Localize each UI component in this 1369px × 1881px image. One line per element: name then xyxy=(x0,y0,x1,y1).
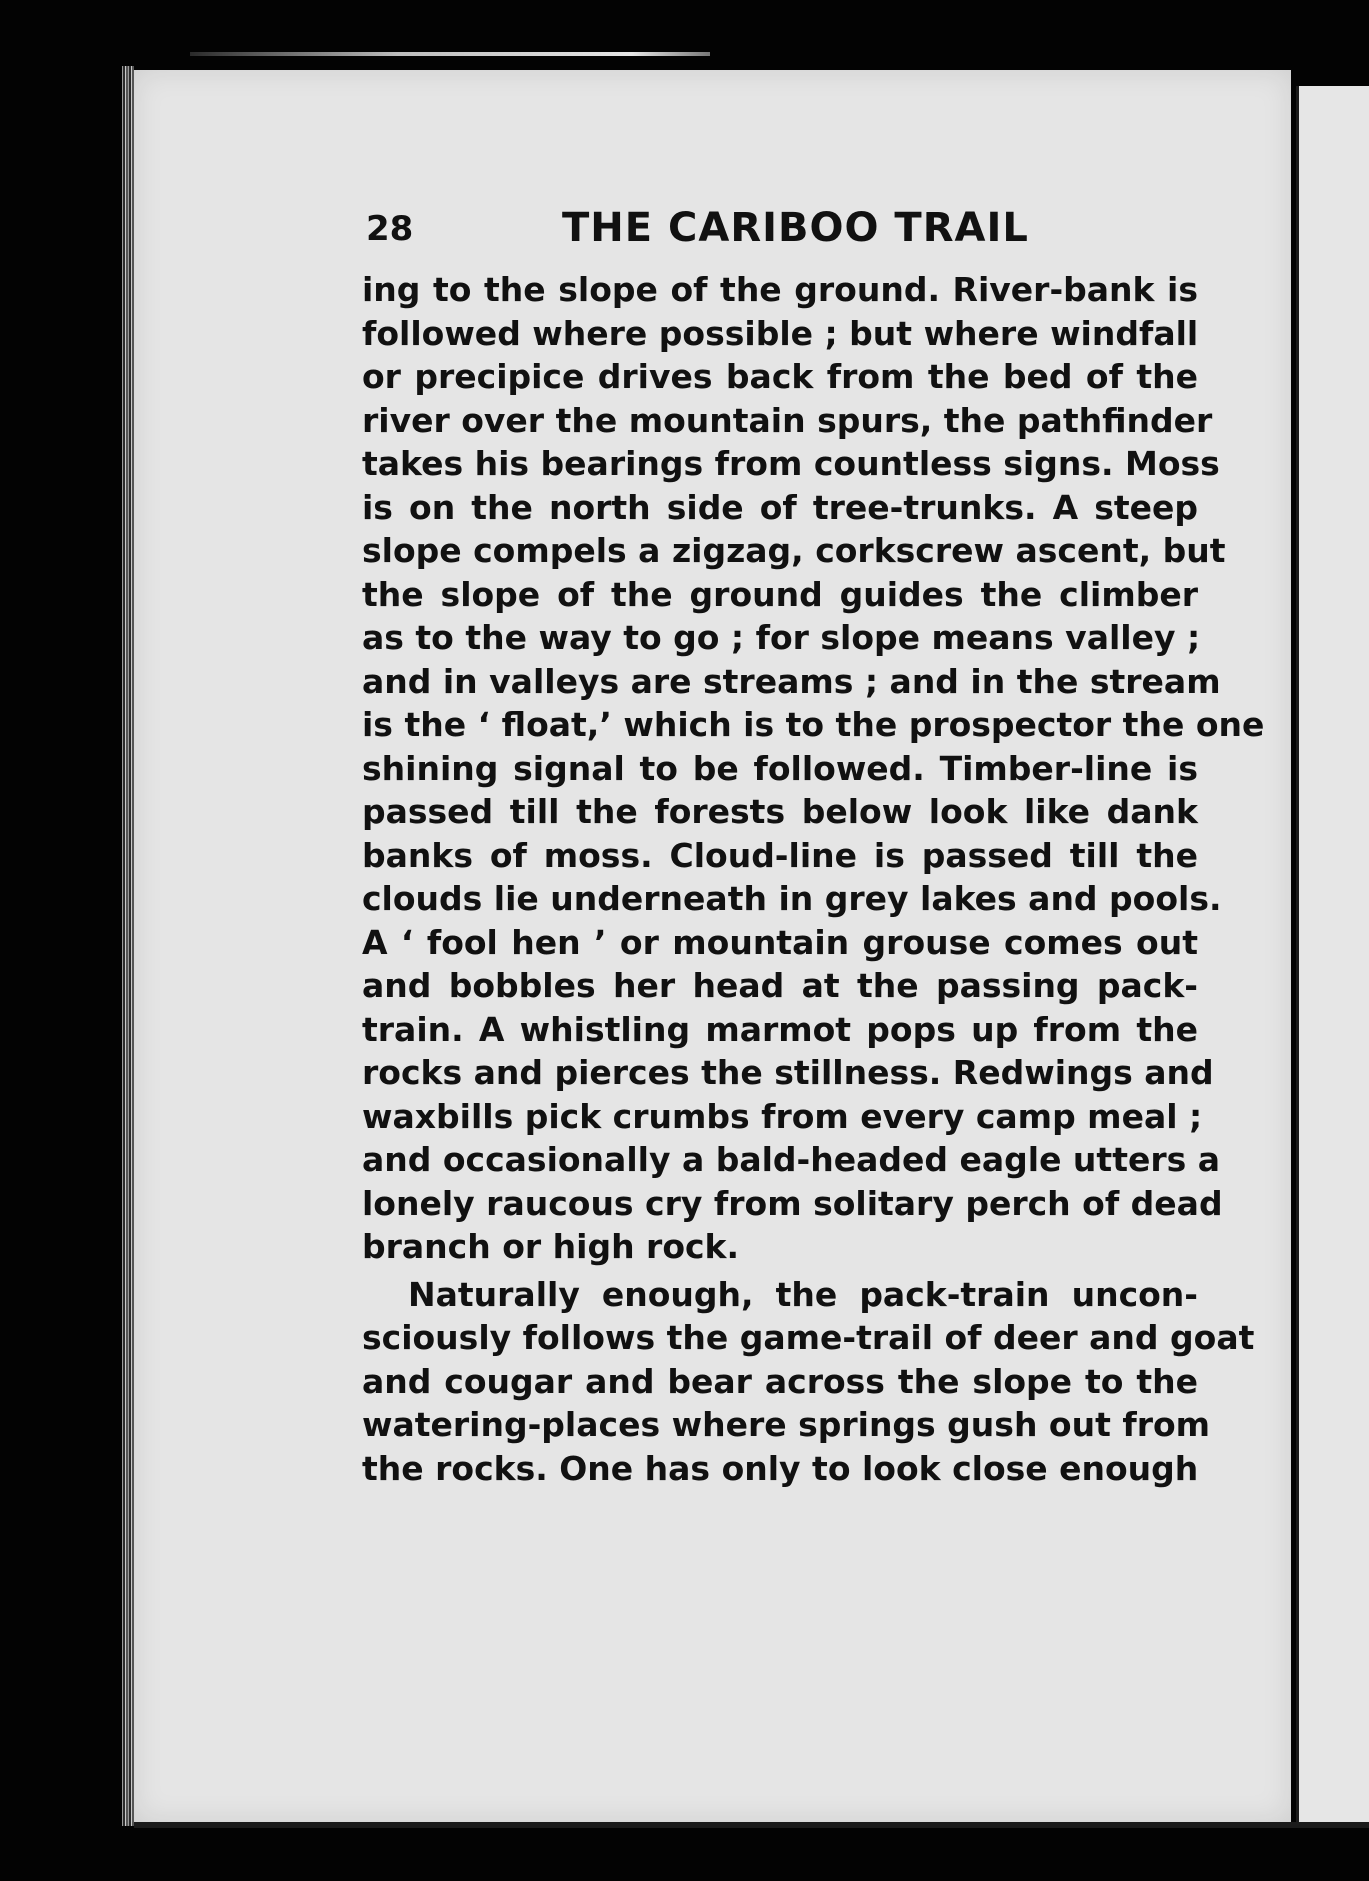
text-line: as to the way to go ; for slope means valley ; xyxy=(362,618,1201,657)
text-line: ing to the slope of the ground. River-bank is xyxy=(362,270,1198,309)
text-line: slope compels a zigzag, corkscrew ascent, but xyxy=(362,531,1226,570)
text-line: banks of moss. Cloud-line is passed till the xyxy=(362,835,1198,875)
text-line: takes his bearings from countless signs. Moss xyxy=(362,444,1220,483)
text-line: the slope of the ground guides the climber xyxy=(362,574,1198,614)
text-line: followed where possible ; but where windfall xyxy=(362,313,1199,353)
text-line: branch or high rock. xyxy=(362,1227,740,1266)
text-line: and cougar and bear across the slope to the xyxy=(362,1361,1198,1401)
page-bottom-edge xyxy=(134,1822,1369,1828)
text-line: is on the north side of tree-trunks. A steep xyxy=(362,487,1198,527)
text-line: train. A whistling marmot pops up from the xyxy=(362,1009,1198,1049)
paragraph-2 xyxy=(362,1273,1255,1491)
page-header xyxy=(366,205,1206,265)
text-line: passed till the forests below look like dank xyxy=(362,792,1198,831)
text-line: or precipice drives back from the bed of the xyxy=(362,357,1198,396)
text-line: clouds lie underneath in grey lakes and pools. xyxy=(362,879,1222,918)
facing-page-edge xyxy=(1296,86,1369,1822)
running-title: THE CARIBOO TRAIL xyxy=(562,205,1029,251)
text-line: the rocks. One has only to look close enough xyxy=(362,1448,1199,1488)
text-line: river over the mountain spurs, the pathfinder xyxy=(362,400,1213,440)
text-line: and in valleys are streams ; and in the stream xyxy=(362,661,1221,701)
page-stack-edge xyxy=(122,66,134,1826)
text-line: watering-places where springs gush out from xyxy=(362,1405,1211,1444)
paragraph-1 xyxy=(362,268,1265,1269)
text-line: Naturally enough, the pack-train uncon- xyxy=(408,1274,1198,1314)
text-line: shining signal to be followed. Timber-line is xyxy=(362,748,1198,788)
text-line: and occasionally a bald-headed eagle utters a xyxy=(362,1140,1221,1179)
body-text xyxy=(362,268,1265,1490)
text-line: lonely raucous cry from solitary perch of dead xyxy=(362,1183,1223,1223)
text-line: is the ‘ float,’ which is to the prospector the one xyxy=(362,705,1265,744)
text-line: rocks and pierces the stillness. Redwings and xyxy=(362,1053,1214,1092)
page-number: 28 xyxy=(366,209,414,249)
text-line: and bobbles her head at the passing pack- xyxy=(362,966,1198,1005)
text-line: sciously follows the game-trail of deer and goat xyxy=(362,1318,1255,1357)
text-line: A ‘ fool hen ’ or mountain grouse comes out xyxy=(362,922,1198,962)
text-line: waxbills pick crumbs from every camp meal ; xyxy=(362,1096,1203,1136)
page-top-edge xyxy=(190,52,710,56)
